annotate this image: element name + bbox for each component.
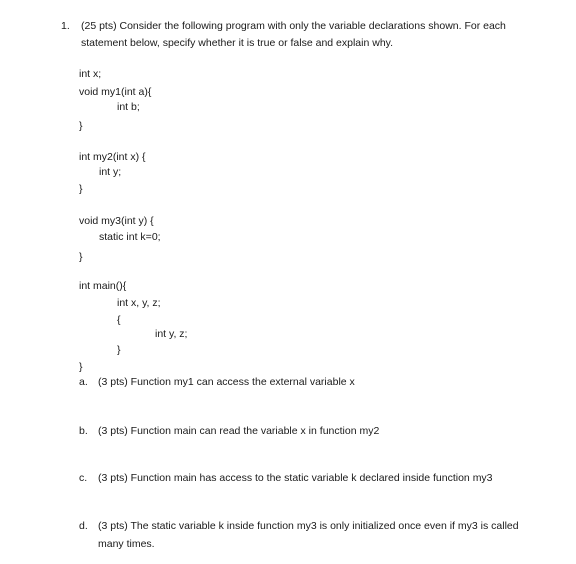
code-line-my3-decl: static int k=0; [99, 231, 161, 243]
code-line-inner-block-close: } [117, 344, 121, 356]
subquestion-text: (3 pts) Function main has access to the static variable k declared inside function my3 [98, 472, 493, 484]
code-line-my1-close: } [79, 120, 83, 132]
code-line-main-decl: int x, y, z; [117, 297, 161, 309]
subquestion-letter: d. [79, 520, 88, 532]
code-line-inner-decl: int y, z; [155, 328, 188, 340]
code-line-my2-signature: int my2(int x) { [79, 151, 146, 163]
subquestion-text: (3 pts) Function main can read the variable x in function my2 [98, 425, 380, 437]
question-intro-line2: statement below, specify whether it is true or false and explain why. [81, 37, 394, 49]
subquestion-letter: c. [79, 472, 88, 484]
subquestion-letter: a. [79, 376, 88, 388]
code-line-main-signature: int main(){ [79, 280, 127, 292]
question-intro-line1: (25 pts) Consider the following program with only the variable declarations shown. For each [81, 20, 506, 32]
subquestion-text-continued: many times. [98, 538, 155, 550]
code-line-my3-signature: void my3(int y) { [79, 215, 154, 227]
code-line-my1-decl: int b; [117, 101, 140, 113]
code-line-inner-block-open: { [117, 314, 121, 326]
code-line-my3-close: } [79, 251, 83, 263]
subquestion-text: (3 pts) The static variable k inside function my3 is only initialized once even if my3 is called [98, 520, 519, 532]
code-line-my2-decl: int y; [99, 166, 122, 178]
question-number: 1. [61, 20, 70, 32]
subquestion-letter: b. [79, 425, 88, 437]
subquestion-text: (3 pts) Function my1 can access the external variable x [98, 376, 355, 388]
code-line-my1-signature: void my1(int a){ [79, 86, 152, 98]
code-line-decl-x: int x; [79, 68, 102, 80]
code-line-main-close: } [79, 361, 83, 373]
code-line-my2-close: } [79, 183, 83, 195]
